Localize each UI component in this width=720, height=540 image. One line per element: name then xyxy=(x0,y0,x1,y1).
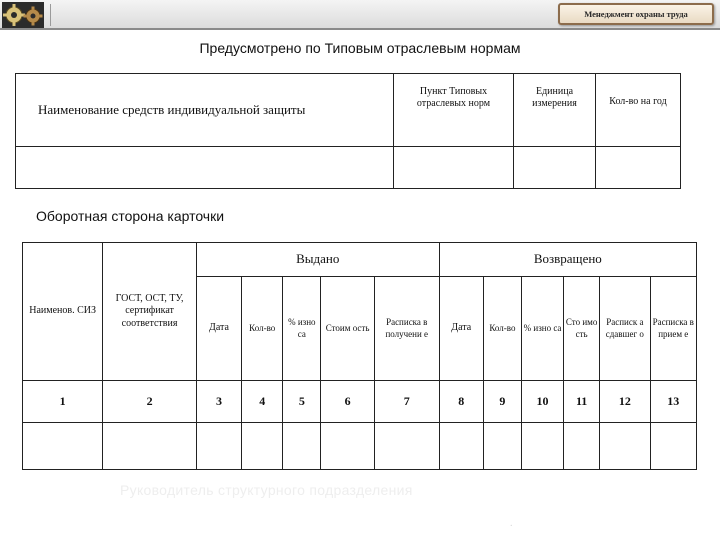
col-returned-cost: Сто имо сть xyxy=(564,277,600,381)
empty-cell xyxy=(564,423,600,470)
card-back-table xyxy=(22,242,697,470)
empty-cell xyxy=(103,423,197,470)
top-header-bar xyxy=(0,0,720,30)
column-number: 1 xyxy=(23,381,103,423)
header-qty-per-year: Кол-во на год xyxy=(596,74,681,147)
empty-cell xyxy=(242,423,283,470)
col-returned-accept-signature: Расписка в прием е xyxy=(650,277,696,381)
col-issued-qty: Кол-во xyxy=(242,277,283,381)
col-returned-date: Дата xyxy=(439,277,483,381)
empty-cell xyxy=(596,147,681,189)
empty-cell xyxy=(394,147,514,189)
empty-cell xyxy=(16,147,394,189)
norms-table-empty-row xyxy=(16,147,681,189)
header-unit: Единица измерения xyxy=(514,74,596,147)
col-returned-qty: Кол-во xyxy=(483,277,521,381)
column-number: 12 xyxy=(600,381,650,423)
col-returned-handover-signature: Расписк а сдавшег о xyxy=(600,277,650,381)
column-number: 5 xyxy=(283,381,321,423)
section1-title: Предусмотрено по Типовым отраслевым нормам xyxy=(199,40,521,56)
empty-cell xyxy=(483,423,521,470)
empty-cell xyxy=(650,423,696,470)
empty-cell xyxy=(521,423,563,470)
brand-label: Менеджмент охраны труда xyxy=(558,3,714,25)
empty-cell xyxy=(321,423,375,470)
column-number: 11 xyxy=(564,381,600,423)
norms-table-header-row xyxy=(16,74,681,147)
empty-cell xyxy=(283,423,321,470)
header-norm-item: Пункт Типовых отраслевых норм xyxy=(394,74,514,147)
column-number: 9 xyxy=(483,381,521,423)
group-header-row xyxy=(23,243,697,277)
group-returned: Возвращено xyxy=(439,243,696,277)
faded-dot: . xyxy=(510,518,513,529)
empty-cell xyxy=(600,423,650,470)
col-returned-wear: % изно са xyxy=(521,277,563,381)
faded-caption: Руководитель структурного подразделения xyxy=(120,482,413,498)
column-number: 7 xyxy=(374,381,439,423)
section2-title: Оборотная сторона карточки xyxy=(36,208,225,224)
empty-cell xyxy=(514,147,596,189)
column-number: 6 xyxy=(321,381,375,423)
col-issued-wear: % изно са xyxy=(283,277,321,381)
column-number: 10 xyxy=(521,381,563,423)
header-ppe-name: Наименование средств индивидуальной защиты xyxy=(16,74,394,147)
column-number: 3 xyxy=(196,381,241,423)
col-ppe-name: Наименов. СИЗ xyxy=(23,243,103,381)
group-issued: Выдано xyxy=(196,243,439,277)
column-number: 13 xyxy=(650,381,696,423)
empty-cell xyxy=(23,423,103,470)
column-number: 2 xyxy=(103,381,197,423)
empty-cell xyxy=(374,423,439,470)
column-number-row xyxy=(23,381,697,423)
col-issued-signature: Расписка в получени е xyxy=(374,277,439,381)
header-divider xyxy=(50,4,51,26)
col-issued-date: Дата xyxy=(196,277,241,381)
column-number: 8 xyxy=(439,381,483,423)
col-issued-cost: Стоим ость xyxy=(321,277,375,381)
empty-cell xyxy=(439,423,483,470)
gear-icon xyxy=(2,2,44,28)
card-back-empty-row xyxy=(23,423,697,470)
empty-cell xyxy=(196,423,241,470)
column-number: 4 xyxy=(242,381,283,423)
norms-table xyxy=(15,73,681,189)
col-gost: ГОСТ, ОСТ, ТУ, сертификат соответствия xyxy=(103,243,197,381)
